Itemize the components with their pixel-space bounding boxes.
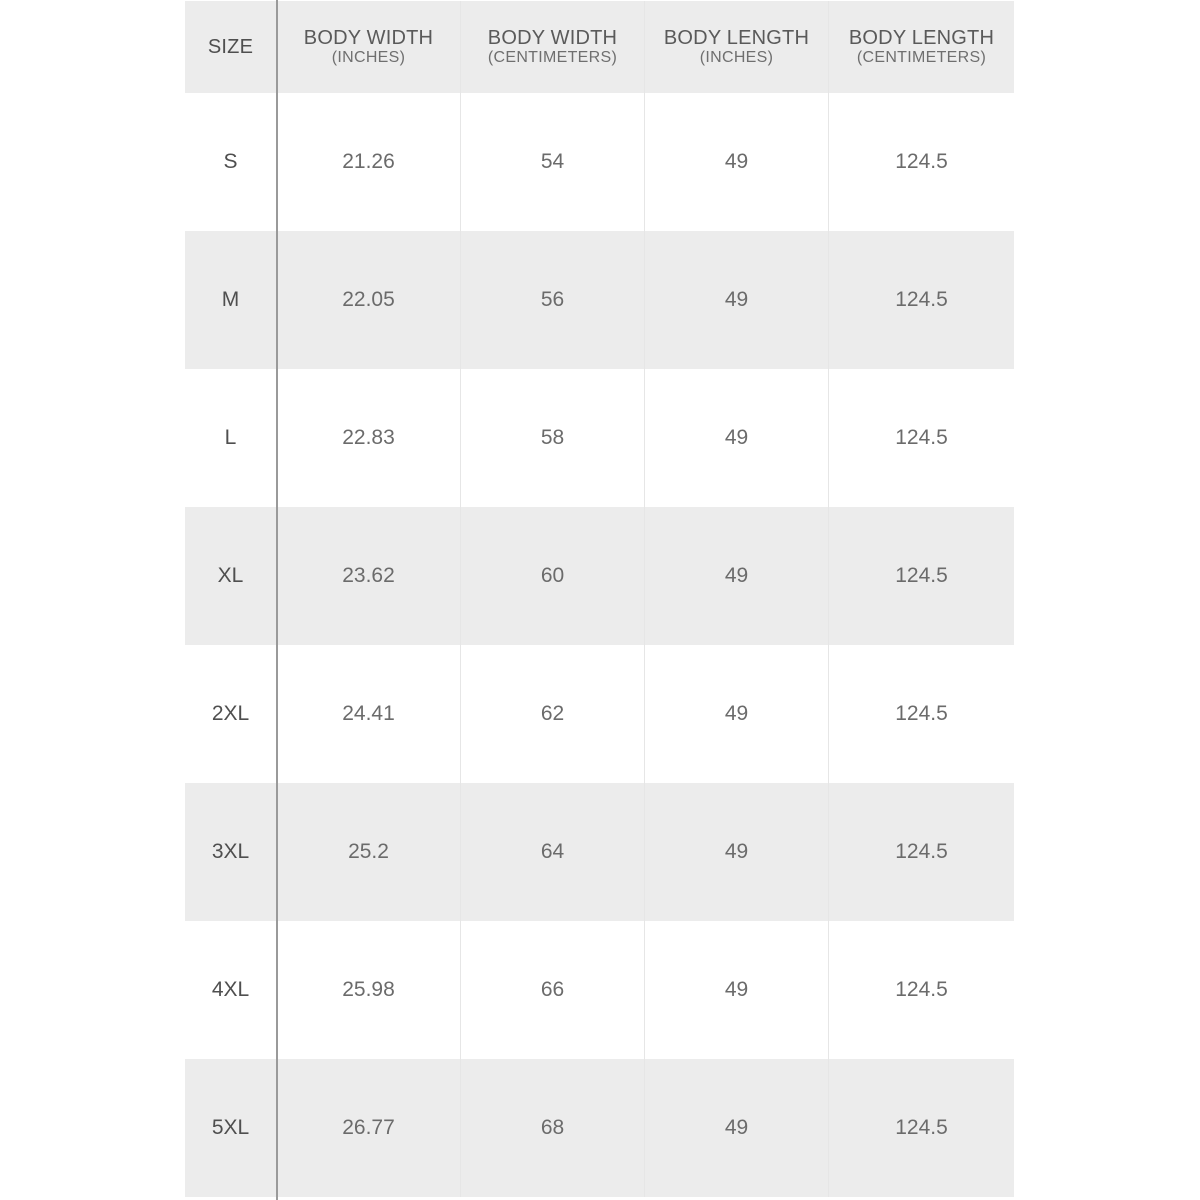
- size-column-divider: [276, 0, 278, 1200]
- body-length-cm-value: 124.5: [829, 93, 1014, 231]
- size-value: M: [185, 231, 277, 369]
- header-main-label: BODY LENGTH: [663, 27, 810, 49]
- header-body-length-cm: [829, 1, 1014, 93]
- size-chart-table: [185, 1, 1014, 1197]
- body-width-inches-value: 24.41: [277, 645, 461, 783]
- body-length-inches-value: 49: [645, 921, 829, 1059]
- body-length-cm-value: 124.5: [829, 1059, 1014, 1197]
- header-size-label: SIZE: [207, 36, 254, 58]
- header-size: [185, 1, 277, 93]
- body-length-cm-value: 124.5: [829, 507, 1014, 645]
- size-value: 2XL: [185, 645, 277, 783]
- size-value: XL: [185, 507, 277, 645]
- body-length-inches-value: 49: [645, 93, 829, 231]
- header-body-length-inches: [645, 1, 829, 93]
- body-width-inches-value: 21.26: [277, 93, 461, 231]
- header-unit-label: (INCHES): [699, 49, 774, 66]
- header-body-width-inches: [277, 1, 461, 93]
- body-length-cm-value: 124.5: [829, 231, 1014, 369]
- header-main-label: BODY LENGTH: [848, 27, 995, 49]
- size-value: S: [185, 93, 277, 231]
- body-length-inches-value: 49: [645, 369, 829, 507]
- body-width-cm-value: 56: [461, 231, 645, 369]
- header-unit-label: (CENTIMETERS): [487, 49, 618, 66]
- size-value: 3XL: [185, 783, 277, 921]
- body-width-cm-value: 64: [461, 783, 645, 921]
- body-width-cm-value: 58: [461, 369, 645, 507]
- header-unit-label: (INCHES): [331, 49, 406, 66]
- body-length-cm-value: 124.5: [829, 369, 1014, 507]
- body-width-inches-value: 26.77: [277, 1059, 461, 1197]
- body-length-inches-value: 49: [645, 1059, 829, 1197]
- body-length-inches-value: 49: [645, 783, 829, 921]
- body-width-cm-value: 68: [461, 1059, 645, 1197]
- header-body-width-cm: [461, 1, 645, 93]
- body-width-cm-value: 60: [461, 507, 645, 645]
- body-width-cm-value: 62: [461, 645, 645, 783]
- body-width-inches-value: 23.62: [277, 507, 461, 645]
- size-value: L: [185, 369, 277, 507]
- size-value: 4XL: [185, 921, 277, 1059]
- body-length-inches-value: 49: [645, 645, 829, 783]
- body-length-inches-value: 49: [645, 231, 829, 369]
- header-main-label: BODY WIDTH: [303, 27, 434, 49]
- body-length-inches-value: 49: [645, 507, 829, 645]
- body-length-cm-value: 124.5: [829, 921, 1014, 1059]
- body-width-cm-value: 54: [461, 93, 645, 231]
- body-width-inches-value: 22.83: [277, 369, 461, 507]
- size-value: 5XL: [185, 1059, 277, 1197]
- body-width-inches-value: 25.2: [277, 783, 461, 921]
- header-unit-label: (CENTIMETERS): [856, 49, 987, 66]
- body-width-cm-value: 66: [461, 921, 645, 1059]
- body-width-inches-value: 25.98: [277, 921, 461, 1059]
- body-width-inches-value: 22.05: [277, 231, 461, 369]
- body-length-cm-value: 124.5: [829, 645, 1014, 783]
- body-length-cm-value: 124.5: [829, 783, 1014, 921]
- header-main-label: BODY WIDTH: [487, 27, 618, 49]
